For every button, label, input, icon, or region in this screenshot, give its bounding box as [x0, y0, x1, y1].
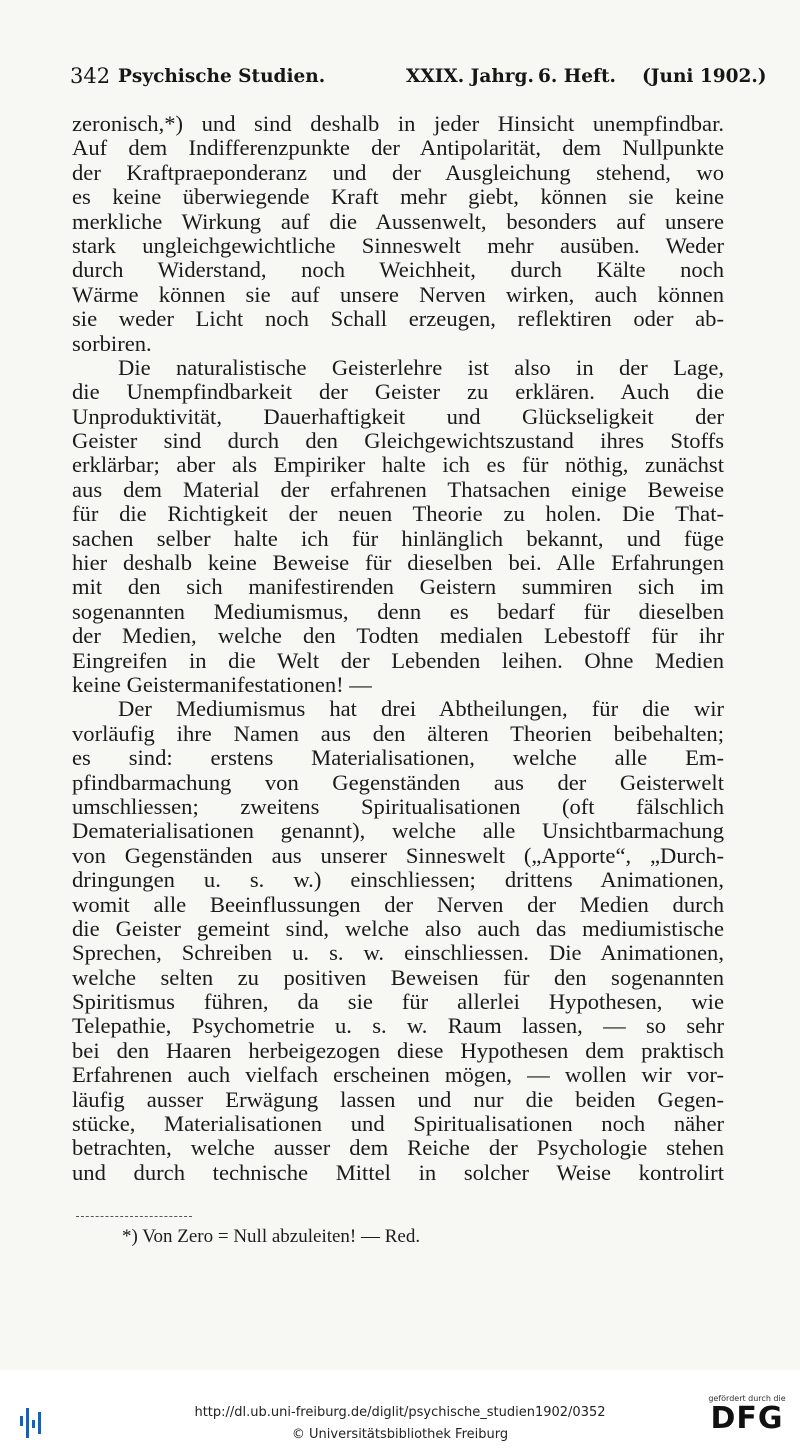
paragraph-start: Der Mediumismus hat drei Abtheilungen, für die wir [118, 696, 724, 722]
issue-label: 6. Heft. [538, 66, 616, 87]
text-line: läufig ausser Erwägung lassen und nur die beiden Gegen- [72, 1086, 724, 1112]
text-line: Wärme können sie auf unsere Nerven wirken, auch können [72, 281, 724, 307]
volume-label: XXIX. Jahrg. [406, 66, 534, 87]
text-line: vorläufig ihre Namen aus den älteren Theorien beibehalten; [72, 720, 724, 746]
text-line: sachen selber halte ich für hinlänglich bekannt, und füge [72, 525, 724, 551]
text-line: hier deshalb keine Beweise für dieselben bei. Alle Erfahrungen [72, 550, 724, 576]
journal-title: Psychische Studien. [118, 66, 326, 87]
text-line: von Gegenständen aus unserer Sinneswelt („Apporte“, „Durch- [72, 842, 724, 868]
text-line: die Unempfindbarkeit der Geister zu erklären. Auch die [72, 379, 724, 405]
text-line: aus dem Material der erfahrenen Thatsachen einige Beweise [72, 476, 724, 502]
text-line: und durch technische Mittel in solcher Weise kontrolirt [72, 1159, 724, 1185]
page-number: 342 [70, 64, 111, 88]
viewer-footer [0, 1370, 800, 1450]
issue-date: (Juni 1902.) [642, 66, 767, 87]
dfg-logo[interactable] [704, 1394, 790, 1444]
footnote-divider [76, 1216, 192, 1219]
text-line: sogenannten Mediumismus, denn es bedarf für dieselben [72, 598, 724, 624]
dfg-caption: gefördert durch die [708, 1394, 786, 1403]
text-line: erklärbar; aber als Empiriker halte ich es für nöthig, zunächst [72, 452, 724, 478]
paragraph-start: Die naturalistische Geisterlehre ist also in der Lage, [118, 354, 724, 380]
text-line: Geister sind durch den Gleichgewichtszustand ihres Stoffs [72, 428, 724, 454]
permalink-url[interactable]: http://dl.ub.uni-freiburg.de/diglit/psychische_studien1902/0352 [194, 1405, 606, 1420]
text-line: bei den Haaren herbeigezogen diese Hypothesen dem praktisch [72, 1037, 724, 1063]
text-line: womit alle Beeinflussungen der Nerven der Medien durch [72, 891, 724, 917]
running-header [70, 64, 767, 94]
text-line: Eingreifen in die Welt der Lebenden leihen. Ohne Medien [72, 647, 724, 673]
text-line: mit den sich manifestirenden Geistern summiren sich im [72, 574, 724, 600]
text-line: der Kraftpraeponderanz und der Ausgleichung stehend, wo [72, 159, 724, 185]
text-line: Auf dem Indifferenzpunkte der Antipolarität, dem Nullpunkte [72, 135, 724, 161]
text-line: sie weder Licht noch Schall erzeugen, reflektiren oder ab- [72, 306, 724, 332]
text-line: dringungen u. s. w.) einschliessen; drittens Animationen, [72, 867, 724, 893]
text-line: es sind: erstens Materialisationen, welche alle Em- [72, 745, 724, 771]
body-text [72, 112, 724, 1185]
dfg-logo-text: DFG [710, 1401, 784, 1436]
text-line: Erfahrenen auch vielfach erscheinen mögen, — wollen wir vor- [72, 1062, 724, 1088]
text-line: die Geister gemeint sind, welche also auch das mediumistische [72, 915, 724, 941]
text-line: Telepathie, Psychometrie u. s. w. Raum lassen, — so sehr [72, 1013, 724, 1039]
text-line: sorbiren. [72, 330, 152, 356]
text-line: keine Geistermanifestationen! — [72, 671, 372, 697]
text-line: es keine überwiegende Kraft mehr giebt, können sie keine [72, 184, 724, 210]
text-line: für die Richtigkeit der neuen Theorie zu holen. Die That- [72, 501, 724, 527]
text-line: welche selten zu positiven Beweisen für den sogenannten [72, 964, 724, 990]
text-line: durch Widerstand, noch Weichheit, durch Kälte noch [72, 257, 724, 283]
text-line: betrachten, welche ausser dem Reiche der Psychologie stehen [72, 1135, 724, 1161]
text-line: pfindbarmachung von Gegenständen aus der Geisterwelt [72, 769, 724, 795]
text-line: Sprechen, Schreiben u. s. w. einschliessen. Die Animationen, [72, 940, 724, 966]
text-line: Spiritismus führen, da sie für allerlei Hypothesen, wie [72, 989, 724, 1015]
text-line: der Medien, welche den Todten medialen Lebestoff für ihr [72, 623, 724, 649]
text-line: merkliche Wirkung auf die Aussenwelt, besonders auf unsere [72, 208, 724, 234]
footnote: *) Von Zero = Null abzuleiten! — Red. [122, 1226, 421, 1247]
text-line: zeronisch,*) und sind deshalb in jeder Hinsicht unempfindbar. [72, 111, 724, 136]
text-line: stücke, Materialisationen und Spiritualisationen noch näher [72, 1111, 724, 1137]
copyright-notice: © Universitätsbibliothek Freiburg [291, 1427, 509, 1442]
text-line: Unproduktivität, Dauerhaftigkeit und Glückseligkeit der [72, 403, 724, 429]
text-line: umschliessen; zweitens Spiritualisationen (oft fälschlich [72, 793, 724, 819]
text-line: Dematerialisationen genannt), welche alle Unsichtbarmachung [72, 818, 724, 844]
text-line: stark ungleichgewichtliche Sinneswelt mehr ausüben. Weder [72, 232, 724, 258]
